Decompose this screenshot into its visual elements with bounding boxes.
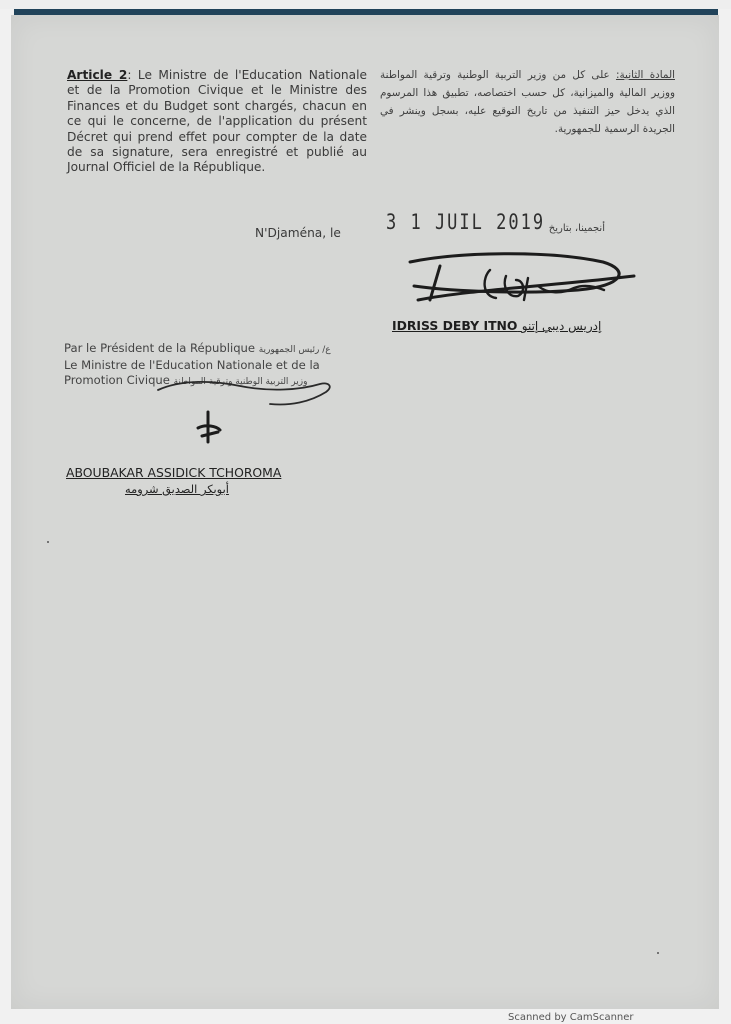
article-2-arabic <box>380 66 675 138</box>
countersign-minister-arabic: وزير التربية الوطنية وترقية المواطنة <box>173 377 308 387</box>
article-text-french: : Le Ministre de l'Education Nationale et de la Promotion Civique et le Ministre des Finances et du Budget sont chargés, chacun en ce qui le concerne, de l'application du présent Décret qui prend effet pour compter de la date de sa signature, sera enregistré et publié au Journal Officiel de la République. <box>67 68 367 175</box>
scan-speck <box>657 952 659 954</box>
president-name-arabic: إدريس ديبي إتنو <box>521 319 602 333</box>
minister-name-arabic: أبوبكر الصديق شرومه <box>125 482 229 496</box>
countersign-president-french: Par le Président de la République <box>64 341 256 355</box>
article-label-french: Article 2 <box>67 68 128 82</box>
scan-speck <box>47 541 49 543</box>
minister-name-french: ABOUBAKAR ASSIDICK TCHOROMA <box>66 465 282 480</box>
countersign-line-1 <box>64 341 364 358</box>
minister-signature <box>150 372 340 452</box>
countersign-line-2: Le Ministre de l'Education Nationale et de la <box>64 358 320 372</box>
president-name <box>392 318 601 333</box>
date-stamp: 3 1 JUIL 2019 <box>386 210 546 235</box>
president-name-french: IDRISS DEBY ITNO <box>392 318 518 333</box>
president-signature <box>398 240 638 322</box>
article-label-arabic: المادة الثانية: <box>615 69 675 81</box>
article-text-arabic: على كل من وزير التربية الوطنية وترقية المواطنة ووزير المالية والميزانية، كل حسب اختصاصه، تطبيق هذا المرسوم الذي يدخل حيز التنفيذ من تاريخ التوقيع عليه، بسجل وينشر في الجريدة الرسمية للجمهورية. <box>380 69 675 135</box>
place-date-arabic: أنجمينا، بتاريخ <box>548 223 605 234</box>
scan-top-margin <box>0 0 731 9</box>
place-date-french: N'Djaména, le <box>255 226 341 240</box>
countersign-president-arabic: ع/ رئيس الجمهورية <box>258 345 331 355</box>
article-2-french <box>67 68 367 176</box>
scanner-credit: Scanned by CamScanner <box>508 1012 634 1023</box>
countersign-promotion-french: Promotion Civique <box>64 373 170 387</box>
